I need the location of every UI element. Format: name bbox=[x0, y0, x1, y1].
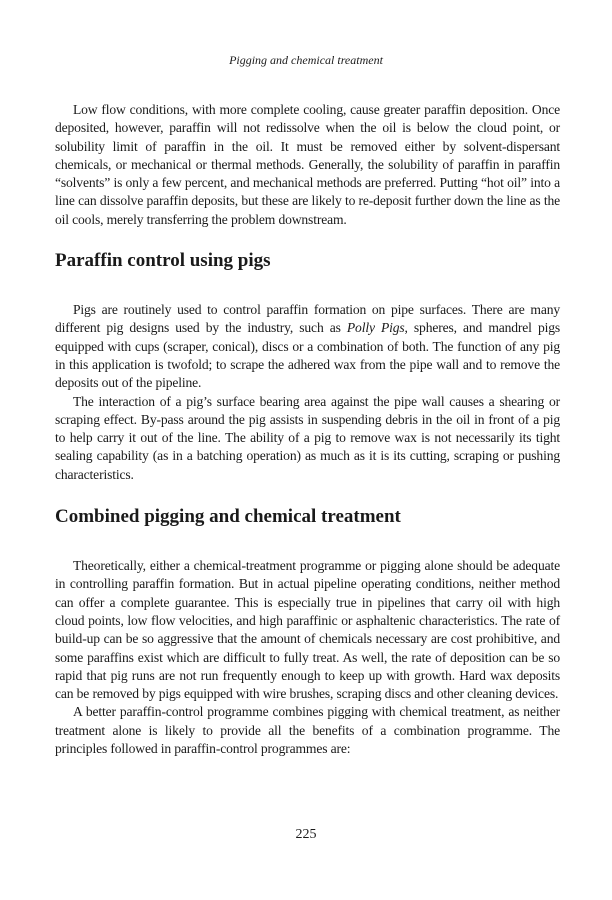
paragraph-pig-interaction: The interaction of a pig’s surface bearing area against the pipe wall causes a shearing or scraping effect. By-pass around the pig assists in suspending debris in the oil in front of a pig to help carry it out of the line. The ability of a pig to remove wax is not necessarily its tight sealing capability (as in a batching operation) as much as it is its cutting, scraping or pushing characteristics. bbox=[55, 393, 560, 482]
running-head: Pigging and chemical treatment bbox=[229, 53, 383, 67]
paragraph-pig-designs-text-start: Pigs are routinely used to control paraffin formation on pipe surfaces. There are many different pig designs used by the industry, such as bbox=[55, 302, 560, 336]
page-content bbox=[55, 101, 560, 758]
paragraph-pig-designs bbox=[55, 301, 560, 392]
paragraph-theoretically: Theoretically, either a chemical-treatment programme or pigging alone should be adequate in controlling paraffin formation. But in actual pipeline operating conditions, neither method can offer a complete guarantee. This is especially true in pipelines that carry oil with high cloud points, low flow velocities, and high paraffinic or asphaltenic characteristics. The rate of build-up can be so aggressive that the amount of chemicals necessary are cost prohibitive, and some paraffins exist which are difficult to fully treat. As well, the rate of deposition can be so rapid that pig runs are not run frequently enough to keep up with growth. Hard wax deposits can be removed by pigs equipped with wire brushes, scraping discs and other cleaning devices. bbox=[55, 558, 560, 702]
paragraph-pig-designs-text-end: , spheres, and mandrel pigs equipped with cups (scraper, conical), discs or a combination of both. The function of any pig in this application is twofold; to scrape the adhered wax from the pipe wall and to remove the deposits out of the pipeline. bbox=[55, 320, 561, 391]
paragraph-better-programme: A better paraffin-control programme combines pigging with chemical treatment, as neither treatment alone is likely to provide all the benefits of a combination programme. The principles followed in paraffin-control programmes are: bbox=[55, 704, 560, 757]
polly-pigs-term: Polly Pigs bbox=[346, 320, 405, 336]
section-heading-paraffin-control: Paraffin control using pigs bbox=[55, 250, 271, 272]
page-number: 225 bbox=[295, 827, 317, 842]
intro-paragraph: Low flow conditions, with more complete cooling, cause greater paraffin deposition. Once deposited, however, paraffin will not redissolve when the oil is below the cloud point, or solubility limit of paraffin in the oil. It must be removed either by solvent-dispersant chemicals, or mechanical or thermal methods. Generally, the solubility of paraffin in paraffin “solvents” is only a few percent, and mechanical methods are preferred. Putting “hot oil” into a line can dissolve paraffin deposits, but these are likely to re-deposit further down the line as the oil cools, merely transferring the problem downstream. bbox=[55, 102, 560, 227]
section-heading-combined-treatment: Combined pigging and chemical treatment bbox=[55, 506, 401, 528]
